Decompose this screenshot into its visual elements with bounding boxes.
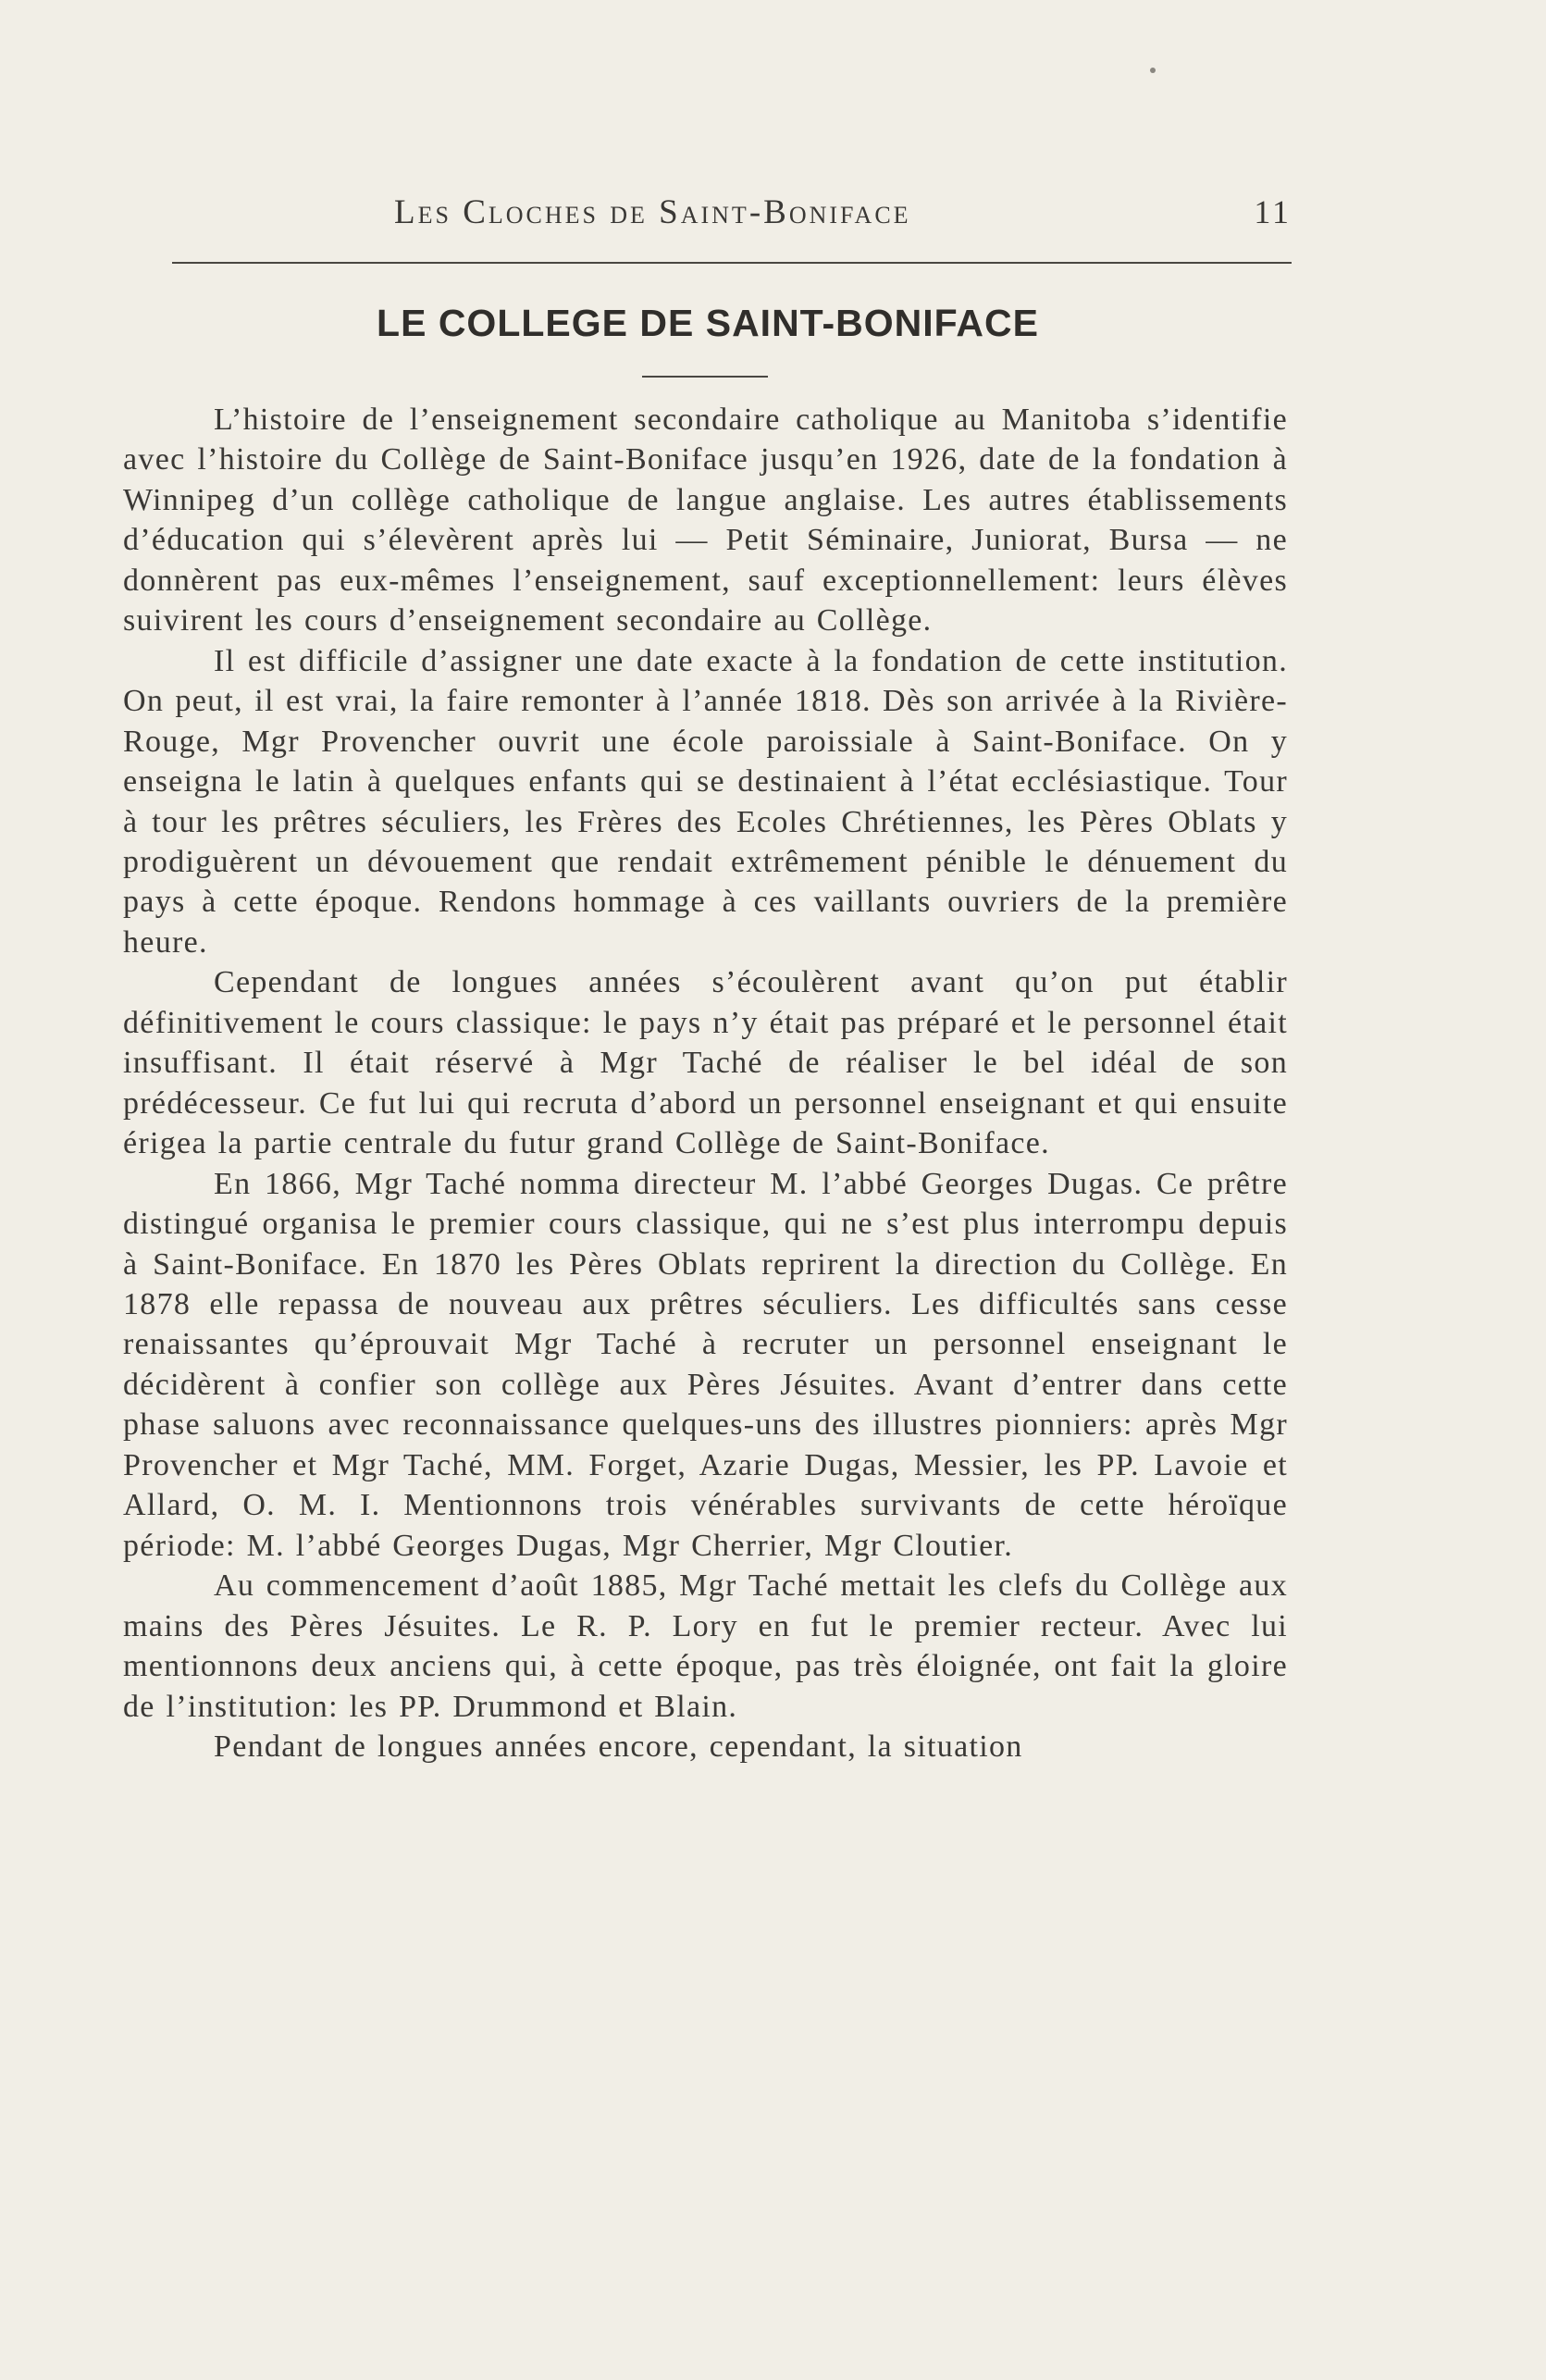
running-head: [172, 192, 1292, 244]
paragraph: Il est difficile d’assigner une date exacte à la fondation de cette institution. On peut, il est vrai, la faire remonter à l’année 1818. Dès son arrivée à la Rivière-Rouge, Mgr Provencher ouvrit une école paroissiale à Saint-Boniface. On y enseigna le latin à quelques enfants qui se destinaient à l’état ecclésiastique. Tour à tour les prêtres séculiers, les Frères des Ecoles Chrétiennes, les Pères Oblats y prodiguèrent un dévouement que rendait extrêmement pénible le dénuement du pays à cette époque. Rendons hommage à ces vaillants ouvriers de la première heure.: [123, 643, 1288, 960]
header-rule: [172, 262, 1292, 264]
running-title: Les Cloches de Saint-Boniface: [394, 193, 911, 231]
paragraph: Cependant de longues années s’écoulèrent avant qu’on put établir définitivement le cours classique: le pays n’y était pas préparé et le personnel était insuffisant. Il était réservé à Mgr Taché de réaliser le bel idéal de son prédécesseur. Ce fut lui qui recruta d’abord un personnel enseignant et qui ensuite érigea la partie centrale du futur grand Collège de Saint-Boniface.: [123, 965, 1288, 1161]
article-body: [123, 400, 1288, 1766]
paragraph: L’histoire de l’enseignement secondaire catholique au Manitoba s’identifie avec l’histoire du Collège de Saint-Boniface jusqu’en 1926, date de la fondation à Winnipeg d’un collège catholique de langue anglaise. Les autres établissements d’éducation qui s’élevèrent après lui — Petit Séminaire, Juniorat, Bursa — ne donnèrent pas eux-mêmes l’enseignement, sauf exceptionnellement: leurs élèves suivirent les cours d’enseignement secondaire au Collège.: [123, 403, 1288, 638]
paragraph: Au commencement d’août 1885, Mgr Taché mettait les clefs du Collège aux mains des Pères Jésuites. Le R. P. Lory en fut le premier recteur. Avec lui mentionnons deux anciens qui, à cette époque, pas très éloignée, ont fait la gloire de l’institution: les PP. Drummond et Blain.: [123, 1568, 1288, 1724]
heading-rule: [642, 376, 768, 378]
paper-speck: [1150, 68, 1156, 73]
article-heading: LE COLLEGE DE SAINT-BONIFACE: [377, 302, 1039, 344]
paragraph: En 1866, Mgr Taché nomma directeur M. l’abbé Georges Dugas. Ce prêtre distingué organisa le premier cours classique, qui ne s’est plus interrompu depuis à Saint-Boniface. En 1870 les Pères Oblats reprirent la direction du Collège. En 1878 elle repassa de nouveau aux prêtres séculiers. Les difficultés sans cesse renaissantes qu’éprouvait Mgr Taché à recruter un personnel enseignant le décidèrent à confier son collège aux Pères Jésuites. Avant d’entrer dans cette phase saluons avec reconnaissance quelques-uns des illustres pionniers: après Mgr Provencher et Mgr Taché, MM. Forget, Azarie Dugas, Messier, les PP. Lavoie et Allard, O. M. I. Mentionnons trois vénérables survivants de cette héroïque période: M. l’abbé Georges Dugas, Mgr Cherrier, Mgr Cloutier.: [123, 1166, 1288, 1563]
paragraph: Pendant de longues années encore, cependant, la situation: [214, 1729, 1023, 1764]
page-number: 11: [1254, 193, 1292, 230]
